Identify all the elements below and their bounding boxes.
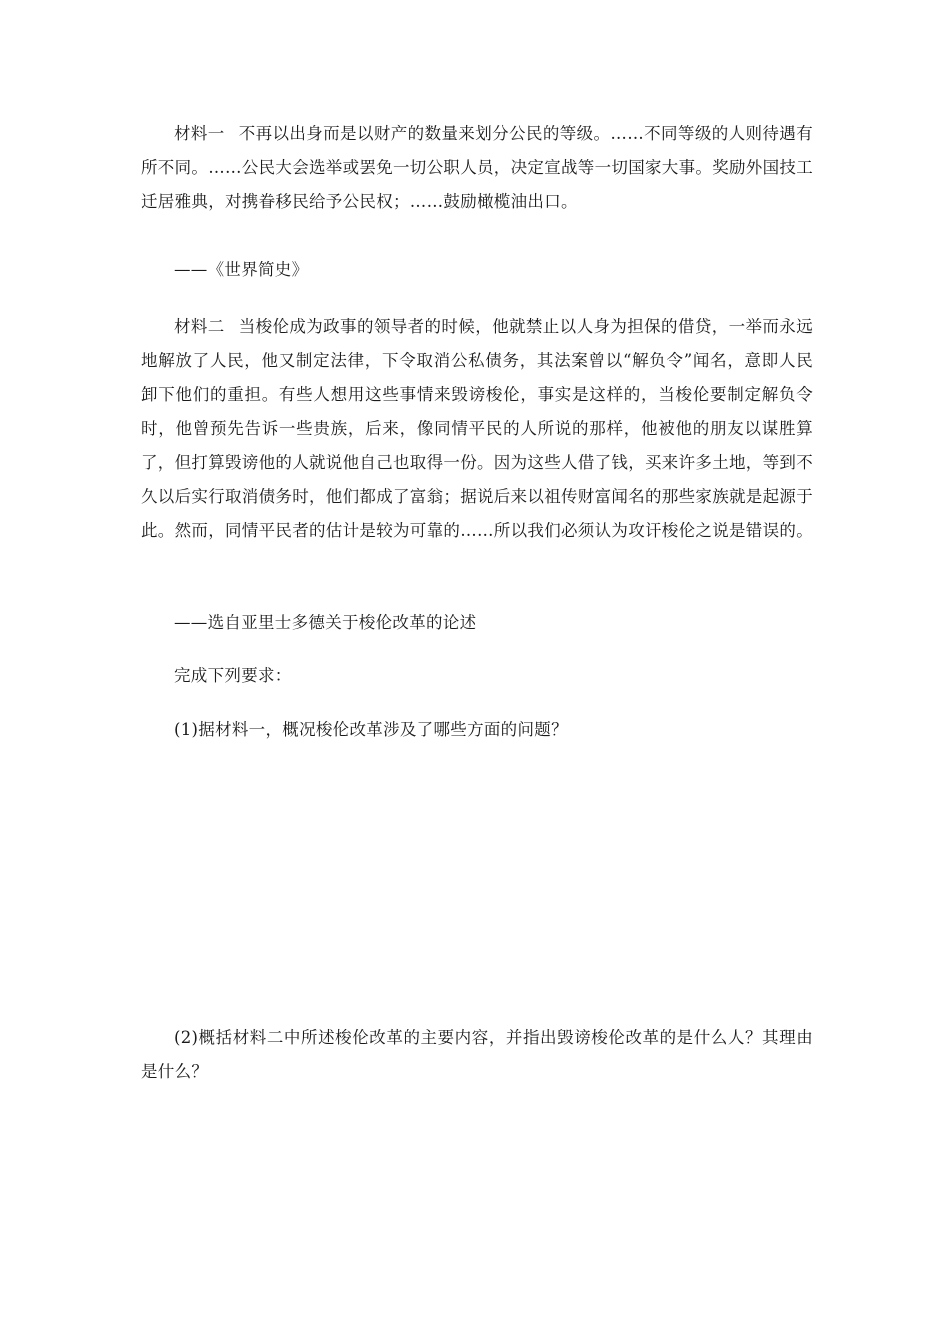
question-two: (2)概括材料二中所述梭伦改革的主要内容，并指出毁谤梭伦改革的是什么人？其理由是什么？ — [141, 1028, 813, 1081]
material-one-label: 材料一 — [174, 124, 225, 143]
material-two-paragraph — [141, 310, 813, 548]
material-two-source: ——选自亚里士多德关于梭伦改革的论述 — [174, 613, 477, 632]
material-one-text: 不再以出身而是以财产的数量来划分公民的等级。……不同等级的人则待遇有所不同。……公民大会选举或罢免一切公职人员，决定宣战等一切国家大事。奖励外国技工迁居雅典，对携眷移民给予公民权；……鼓励橄榄油出口。 — [141, 124, 814, 211]
material-two-text: 当梭伦成为政事的领导者的时候，他就禁止以人身为担保的借贷，一举而永远地解放了人民，他又制定法律，下令取消公私债务，其法案曾以“解负令”闻名，意即人民卸下他们的重担。有些人想用这些事情来毁谤梭伦，事实是这样的，当梭伦要制定解负令时，他曾预先告诉一些贵族，后来，像同情平民的人所说的那样，他被他的朋友以谋胜算了，但打算毁谤他的人就说他自己也取得一份。因为这些人借了钱，买来许多土地，等到不久以后实行取消债务时，他们都成了富翁；据说后来以祖传财富闻名的那些家族就是起源于此。然而，同情平民者的估计是较为可靠的……所以我们必须认为攻讦梭伦之说是错误的。 — [141, 317, 813, 540]
question-one: (1)据材料一，概况梭伦改革涉及了哪些方面的问题？ — [174, 720, 568, 739]
material-one-source: ——《世界简史》 — [174, 260, 309, 279]
material-two-label: 材料二 — [174, 317, 225, 336]
material-one-paragraph — [141, 117, 813, 219]
instructions: 完成下列要求： — [174, 666, 292, 685]
